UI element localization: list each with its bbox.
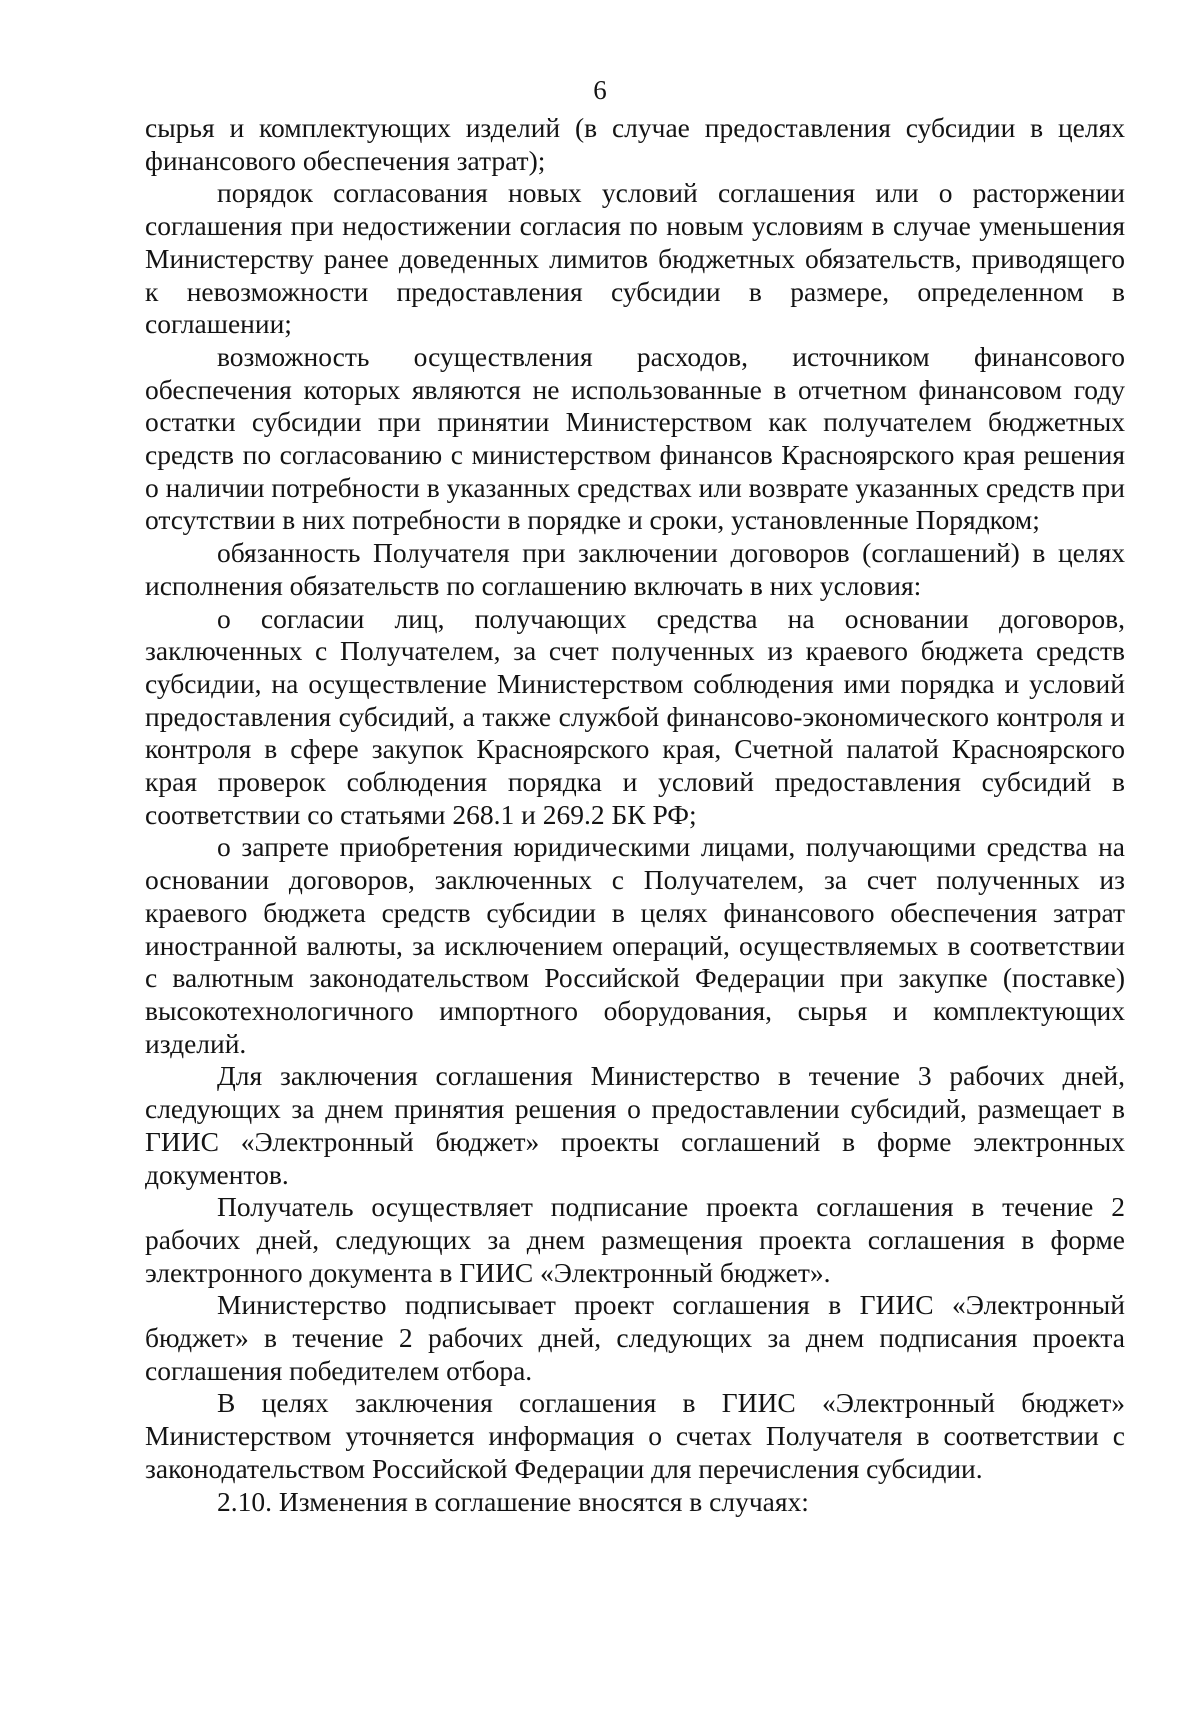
paragraph-recipient-signing: Получатель осуществляет подписание проекта соглашения в течение 2 рабочих дней, следующих за днем размещения проекта соглашения в форме электронного документа в ГИИС «Электронный бюджет».: [145, 1191, 1125, 1288]
paragraph-expenses: возможность осуществления расходов, источником финансового обеспечения которых являются не использованные в отчетном финансовом году остатки субсидии при принятии Министерством как получателем бюджетных средств по согласованию с министерством финансов Красноярского края решения о наличии потребности в указанных средствах или возврате указанных средств при отсутствии в них потребности в порядке и сроки, установленные Порядком;: [145, 340, 1125, 536]
paragraph-agreement-placement: Для заключения соглашения Министерство в течение 3 рабочих дней, следующих за днем принятия решения о предоставлении субсидий, размещает в ГИИС «Электронный бюджет» проекты соглашений в форме электронных документов.: [145, 1060, 1125, 1190]
paragraph-ministry-signing: Министерство подписывает проект соглашения в ГИИС «Электронный бюджет» в течение 2 рабочих дней, следующих за днем подписания проекта соглашения победителем отбора.: [145, 1289, 1125, 1386]
paragraph-currency-ban: о запрете приобретения юридическими лицами, получающими средства на основании договоров, заключенных с Получателем, за счет полученных из краевого бюджета средств субсидии в целях финансового обеспечения затрат иностранной валюты, за исключением операций, осуществляемых в соответствии с валютным законодательством Российской Федерации при закупке (поставке) высокотехнологичного импортного оборудования, сырья и комплектующих изделий.: [145, 831, 1125, 1059]
paragraph-continuation: сырья и комплектующих изделий (в случае предоставления субсидии в целях финансового обеспечения затрат);: [145, 112, 1125, 176]
paragraph-accounts-info: В целях заключения соглашения в ГИИС «Электронный бюджет» Министерством уточняется информация о счетах Получателя в соответствии с законодательством Российской Федерации для перечисления субсидии.: [145, 1387, 1125, 1484]
page-number: 6: [593, 75, 607, 105]
paragraph-recipient-obligation: обязанность Получателя при заключении договоров (соглашений) в целях исполнения обязательств по соглашению включать в них условия:: [145, 537, 1125, 601]
paragraph-consent: о согласии лиц, получающих средства на основании договоров, заключенных с Получателем, за счет полученных из краевого бюджета средств субсидии, на осуществление Министерством соблюдения ими порядка и условий предоставления субсидий, а также службой финансово-экономического контроля и контроля в сфере закупок Красноярского края, Счетной палатой Красноярского края проверок соблюдения порядка и условий предоставления субсидий в соответствии со статьями 268.1 и 269.2 БК РФ;: [145, 602, 1125, 830]
document-body: [145, 112, 1125, 1518]
paragraph-section-2-10: 2.10. Изменения в соглашение вносятся в случаях:: [217, 1485, 809, 1517]
paragraph-agreement-terms: порядок согласования новых условий соглашения или о расторжении соглашения при недостижении согласия по новым условиям в случае уменьшения Министерству ранее доведенных лимитов бюджетных обязательств, приводящего к невозможности предоставления субсидии в размере, определенном в соглашении;: [145, 177, 1125, 340]
